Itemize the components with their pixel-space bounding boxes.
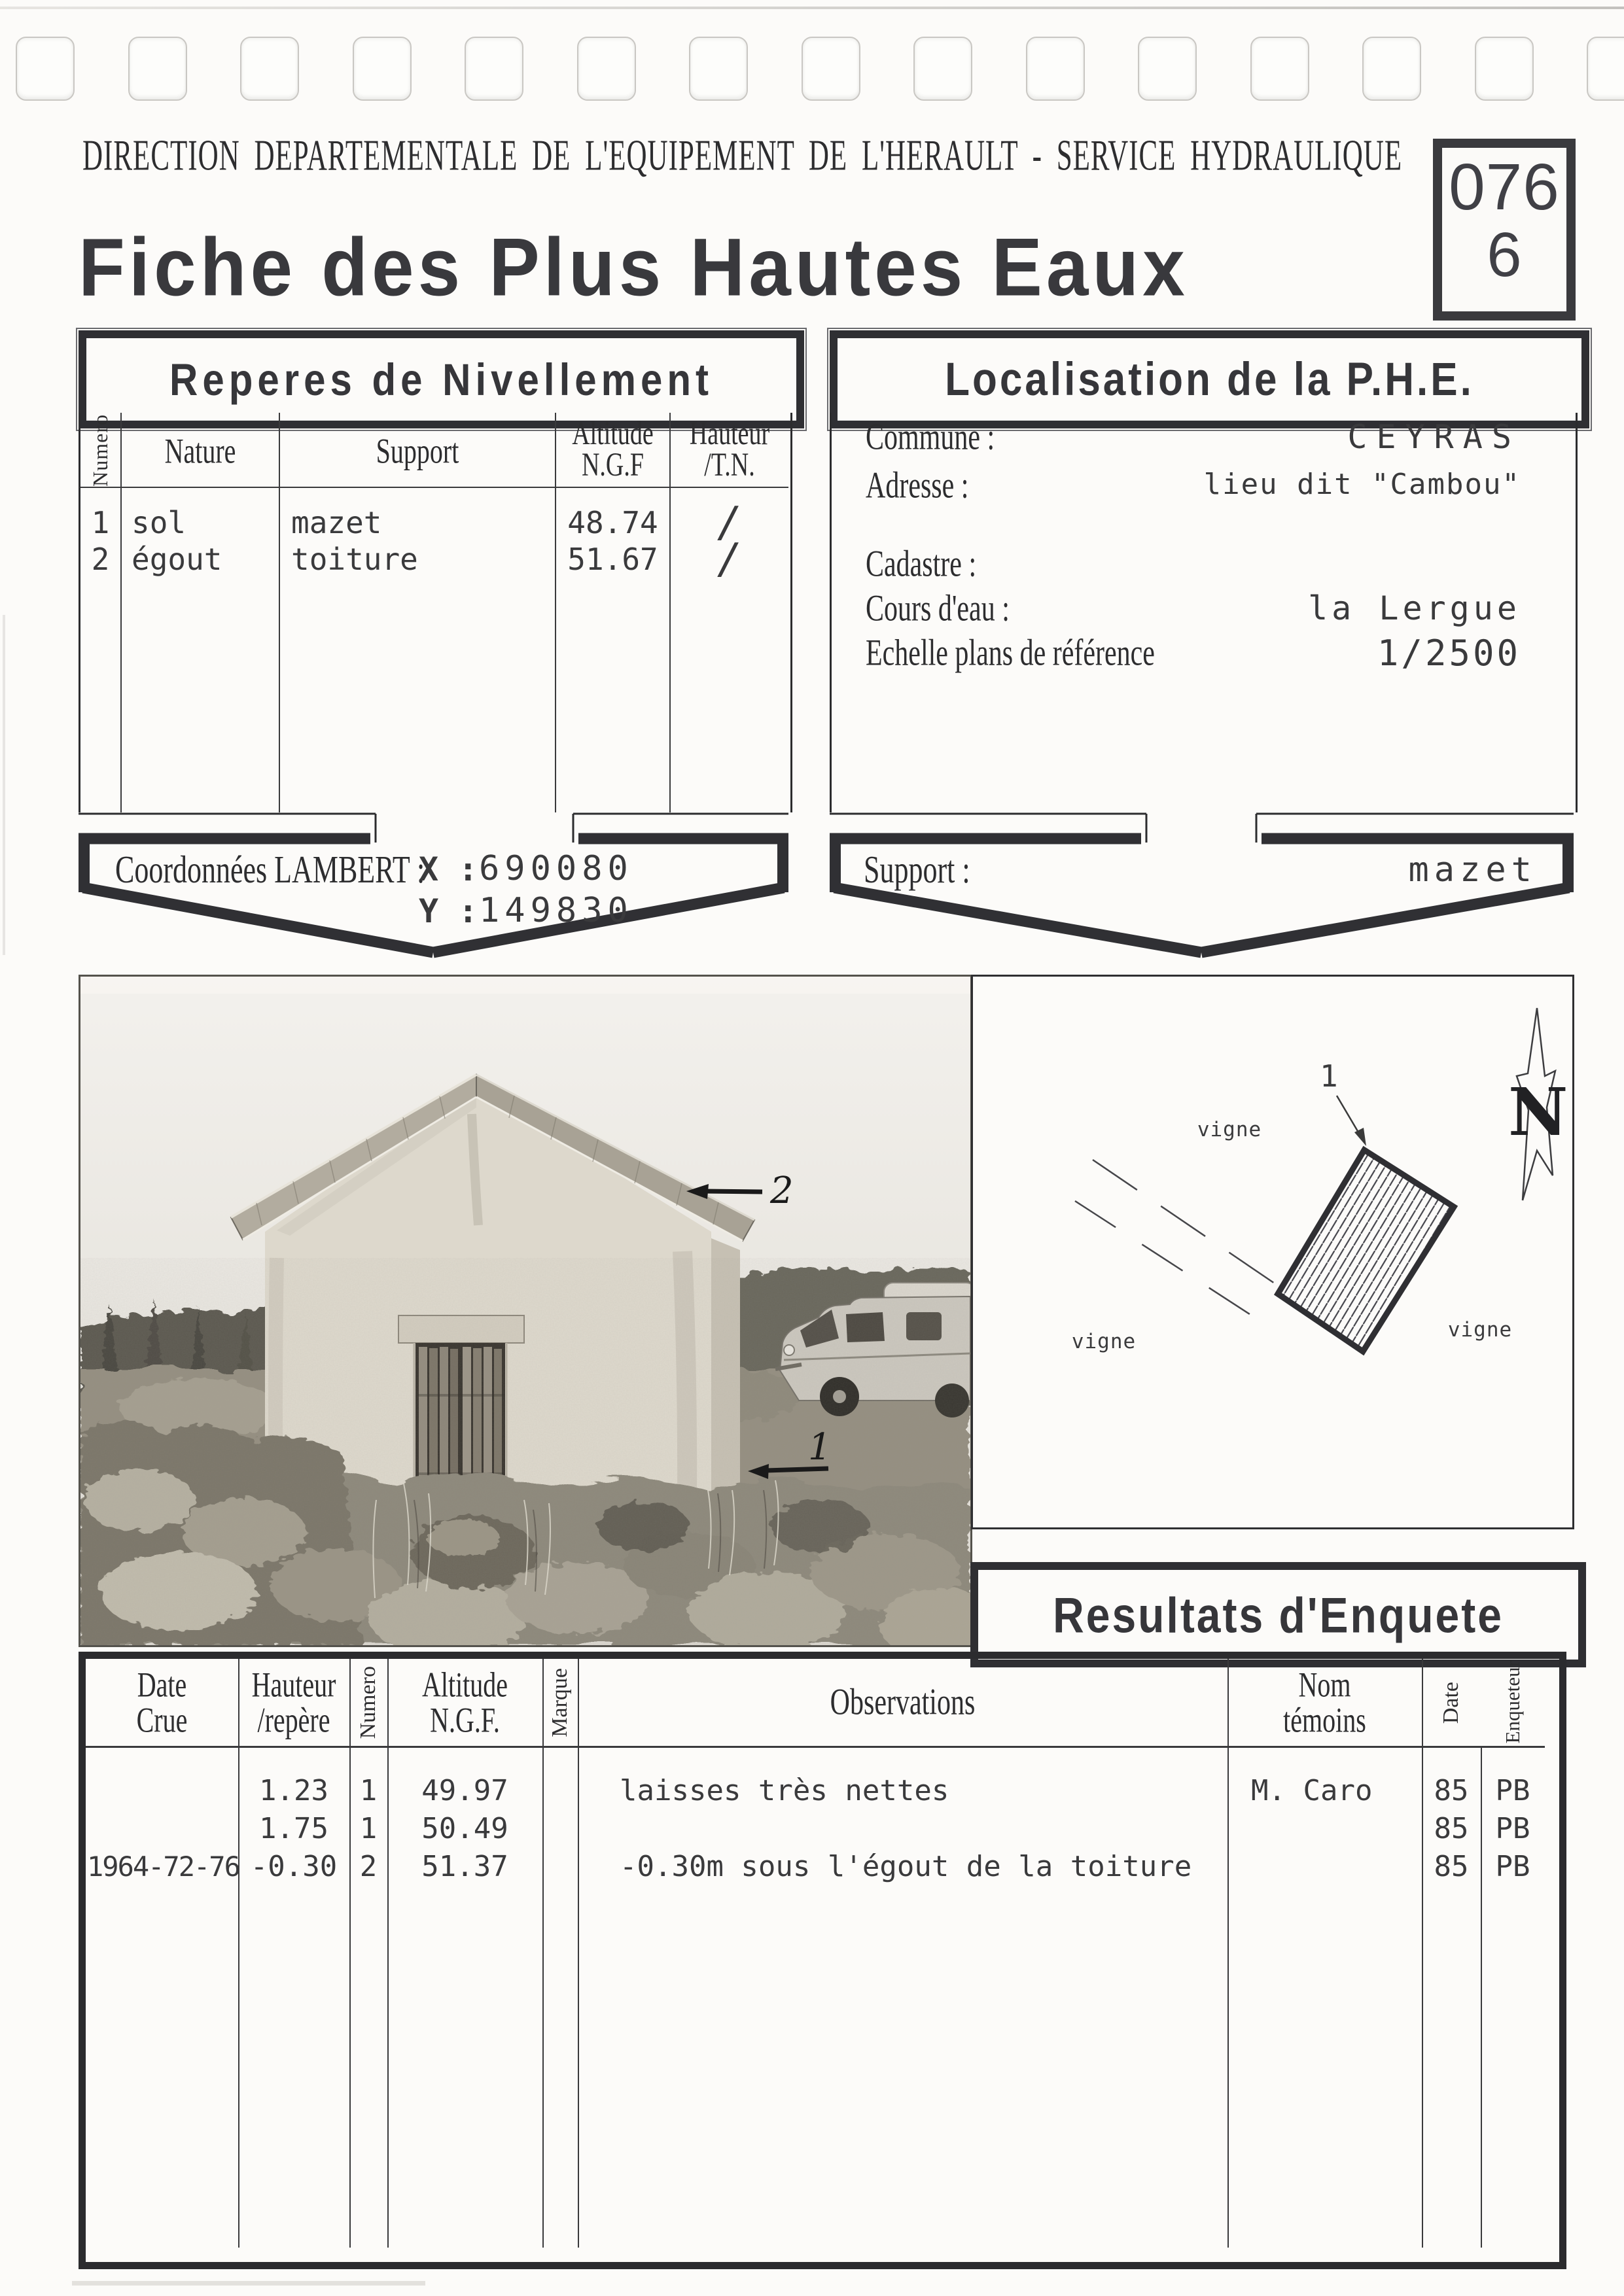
coord-x-label: X : xyxy=(419,850,478,888)
field-value-echelle: 1/2500 xyxy=(1377,633,1521,674)
site-sketch-map xyxy=(971,975,1574,1529)
cell-altitude: 48.74 xyxy=(567,505,658,540)
cell-nature: égout xyxy=(132,542,222,577)
col-nom-temoins: Nom xyxy=(1298,1664,1351,1705)
cell-numero: 2 xyxy=(359,1849,378,1883)
cell-date: 85 xyxy=(1434,1811,1469,1845)
field-label-echelle: Echelle plans de référence xyxy=(866,633,1155,674)
photo-grain xyxy=(80,1258,970,1645)
binder-hole xyxy=(913,37,972,101)
cell-hauteur: 1.23 xyxy=(259,1773,328,1807)
reperes-col-altitude-2: N.G.F xyxy=(581,446,644,484)
scan-artifact-top xyxy=(0,7,1624,9)
field-label-adresse: Adresse : xyxy=(866,465,969,507)
reperes-col-hauteur: Hauteur xyxy=(689,415,770,453)
cell-numero: 2 xyxy=(91,542,110,577)
field-value-commune: CEYRAS xyxy=(1347,418,1521,456)
cell-altitude: 51.67 xyxy=(567,542,658,577)
cell-date: 85 xyxy=(1434,1773,1469,1807)
col-numero: Numero xyxy=(356,1666,380,1739)
binder-hole xyxy=(1250,37,1309,101)
photo-marker-1: 1 xyxy=(808,1426,832,1469)
support-label: Support : xyxy=(864,848,970,892)
col-nom-temoins-2: témoins xyxy=(1283,1699,1366,1740)
map-building-hatched xyxy=(1278,1150,1454,1351)
col-marque: Marque xyxy=(548,1668,572,1737)
north-label: N xyxy=(1508,1073,1568,1151)
photo-scene xyxy=(80,977,970,1645)
binder-hole xyxy=(1138,37,1197,101)
cell-altitude: 49.97 xyxy=(421,1773,508,1807)
scan-artifact-bottom xyxy=(72,2281,425,2286)
col-enqueteur: Enqueteur xyxy=(1501,1660,1524,1744)
reperes-col-numero: Numero xyxy=(88,413,112,487)
cell-support: mazet xyxy=(291,505,382,540)
reperes-col-nature: Nature xyxy=(164,430,236,471)
sheet-number-sub: 6 xyxy=(1487,220,1522,290)
agency-header-text: DIRECTION DEPARTEMENTALE DE L'EQUIPEMENT DE L'HERAULT - SERVICE HYDRAULIQUE xyxy=(82,132,1403,180)
cell-numero: 1 xyxy=(359,1811,378,1845)
map-marker-label: 1 xyxy=(1320,1058,1338,1094)
reperes-col-altitude: Altitude xyxy=(572,415,654,453)
field-label-cours-eau: Cours d'eau : xyxy=(866,588,1010,630)
binder-hole xyxy=(1475,37,1534,101)
col-altitude-2: N.G.F. xyxy=(430,1699,500,1740)
coord-y-value: 149830 xyxy=(479,891,633,930)
photo-marker-2: 2 xyxy=(770,1170,794,1212)
vigne-label-left: vigne xyxy=(1071,1330,1137,1353)
localisation-title: Localisation de la P.H.E. xyxy=(945,353,1474,406)
support-value: mazet xyxy=(1408,850,1537,890)
coord-y-label: Y : xyxy=(419,892,478,930)
col-hauteur: Hauteur xyxy=(251,1664,336,1705)
col-altitude: Altitude xyxy=(421,1664,508,1705)
cell-nom: M. Caro xyxy=(1251,1773,1373,1807)
resultats-title: Resultats d'Enquete xyxy=(1053,1586,1504,1643)
col-observations: Observations xyxy=(830,1682,976,1724)
cell-hauteur: / xyxy=(716,535,743,583)
dashed-track xyxy=(1075,1160,1279,1324)
support-banner xyxy=(830,812,1574,964)
reperes-col-support: Support xyxy=(376,430,459,471)
binder-hole xyxy=(16,37,75,101)
col-date-crue: Date xyxy=(137,1664,187,1705)
cell-nature: sol xyxy=(132,505,186,540)
cell-enqueteur: PB xyxy=(1495,1849,1530,1883)
scan-artifact-left xyxy=(3,615,5,955)
reperes-table xyxy=(79,413,792,812)
sketch xyxy=(973,977,1568,1523)
localisation-panel xyxy=(830,413,1578,812)
coordonnees-label: Coordonnées LAMBERT : xyxy=(115,848,425,892)
binder-hole xyxy=(577,37,636,101)
sheet-number-box xyxy=(1433,139,1576,321)
arrow-head xyxy=(1354,1128,1366,1146)
cell-hauteur: 1.75 xyxy=(259,1811,328,1845)
binder-hole xyxy=(353,37,412,101)
vigne-label-top: vigne xyxy=(1197,1118,1262,1141)
col-date-crue-2: Crue xyxy=(136,1699,188,1740)
col-date: Date xyxy=(1439,1681,1463,1724)
col-hauteur-2: /repère xyxy=(257,1699,330,1740)
cell-hauteur: -0.30 xyxy=(250,1849,338,1883)
reperes-col-hauteur-2: /T.N. xyxy=(704,446,755,484)
binder-hole xyxy=(240,37,299,101)
cell-observations: -0.30m sous l'égout de la toiture xyxy=(620,1849,1192,1883)
resultats-table xyxy=(79,1652,1566,2269)
coordonnees-banner xyxy=(79,812,788,964)
cell-numero: 1 xyxy=(359,1773,378,1807)
cell-observations: laisses très nettes xyxy=(620,1773,949,1807)
cell-support: toiture xyxy=(291,542,418,577)
cell-enqueteur: PB xyxy=(1495,1811,1530,1845)
page-title: Fiche des Plus Hautes Eaux xyxy=(79,221,1189,313)
coord-x-value: 690080 xyxy=(479,849,633,888)
binder-hole xyxy=(1362,37,1421,101)
field-label-commune: Commune : xyxy=(866,417,995,459)
cell-hauteur: / xyxy=(716,498,743,547)
binder-hole xyxy=(128,37,187,101)
field-label-cadastre: Cadastre : xyxy=(866,544,977,585)
agency-header xyxy=(82,132,1437,180)
north-arrow-icon xyxy=(1508,1008,1568,1200)
vigne-label-right: vigne xyxy=(1447,1318,1513,1342)
binder-hole xyxy=(1587,37,1624,101)
binder-hole xyxy=(1026,37,1085,101)
cell-altitude: 50.49 xyxy=(421,1811,508,1845)
reperes-title: Reperes de Nivellement xyxy=(169,354,713,405)
cell-enqueteur: PB xyxy=(1495,1773,1530,1807)
cell-date-crue: 1964-72-76 xyxy=(87,1850,239,1883)
cell-numero: 1 xyxy=(91,505,110,540)
site-photo xyxy=(79,975,972,1647)
map-marker-arrow xyxy=(1320,1058,1366,1146)
field-value-adresse: lieu dit "Cambou" xyxy=(1203,468,1521,501)
binder-hole xyxy=(465,37,523,101)
cell-date: 85 xyxy=(1434,1849,1469,1883)
sheet-number: 076 xyxy=(1449,150,1560,224)
binder-hole xyxy=(689,37,748,101)
field-value-cours-eau: la Lergue xyxy=(1308,589,1521,627)
binder-hole xyxy=(802,37,860,101)
cell-altitude: 51.37 xyxy=(421,1849,508,1883)
